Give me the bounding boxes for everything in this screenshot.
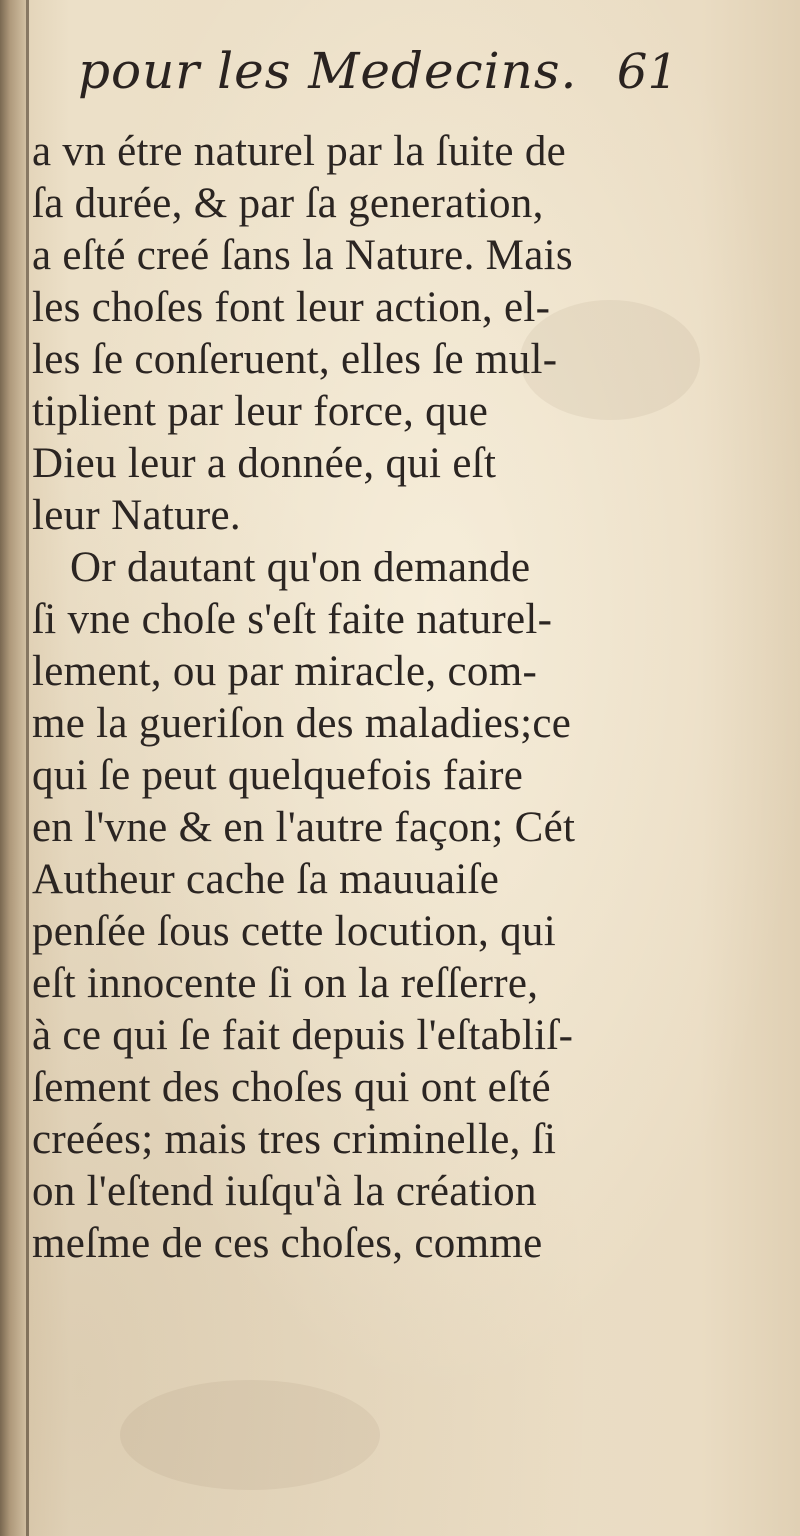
text-line: a vn étre naturel par la ſuite de [32, 128, 567, 175]
paper-stain [120, 1380, 380, 1490]
text-line: eſt innocente ſi on la reſſerre, [32, 960, 539, 1007]
body-text [32, 126, 652, 1270]
page-number: 61 [616, 44, 678, 100]
text-line: me la gueriſon des maladies;ce [32, 700, 572, 747]
text-line: lement, ou par miracle, com- [32, 648, 538, 695]
running-title: pour les Medecins. [78, 42, 578, 100]
text-line: les ſe conſeruent, elles ſe mul- [32, 336, 558, 383]
text-line: en l'vne & en l'autre façon; Cét [32, 804, 576, 851]
text-line: creées; mais tres criminelle, ſi [32, 1116, 557, 1163]
text-line: a eſté creé ſans la Nature. Mais [32, 232, 573, 279]
text-line: penſée ſous cette locution, qui [32, 908, 556, 955]
text-line: Dieu leur a donnée, qui eſt [32, 440, 497, 487]
text-line: tiplient par leur force, que [32, 388, 489, 435]
page-header [78, 42, 678, 112]
text-line: ſa durée, & par ſa generation, [32, 180, 544, 227]
text-line: leur Nature. [32, 492, 241, 539]
binding-edge [26, 0, 29, 1536]
text-line: Autheur cache ſa mauuaiſe [32, 856, 500, 903]
text-line: les choſes font leur action, el- [32, 284, 551, 331]
text-line: qui ſe peut quelquefois faire [32, 752, 524, 799]
text-line: meſme de ces choſes, comme [32, 1220, 543, 1267]
page-gutter [0, 0, 26, 1536]
text-line: ſement des choſes qui ont eſté [32, 1064, 551, 1111]
text-line: à ce qui ſe fait depuis l'eſtabliſ- [32, 1012, 574, 1059]
text-line: on l'eſtend iuſqu'à la création [32, 1168, 537, 1215]
paragraph-first-line: Or dautant qu'on demande [70, 544, 531, 591]
text-line: ſi vne choſe s'eſt faite naturel- [32, 596, 553, 643]
